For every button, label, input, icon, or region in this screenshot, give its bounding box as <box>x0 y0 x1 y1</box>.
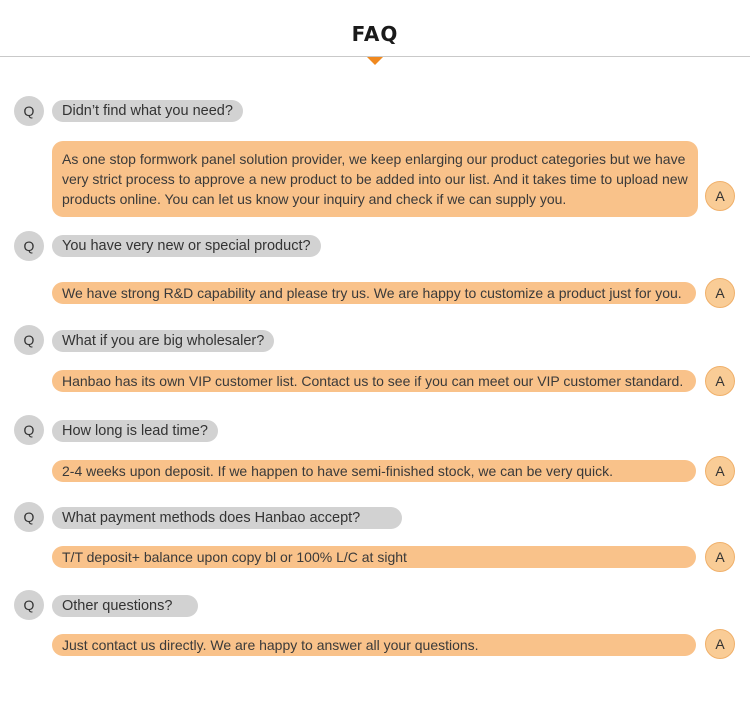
answer-5: T/T deposit+ balance upon copy bl or 100% L/C at sight <box>52 546 696 568</box>
answer-marker-1: A <box>705 181 735 211</box>
question-5: What payment methods does Hanbao accept? <box>52 507 402 529</box>
question-2: You have very new or special product? <box>52 235 321 257</box>
answer-4: 2-4 weeks upon deposit. If we happen to have semi-finished stock, we can be very quick. <box>52 460 696 482</box>
title-pointer-arrow-icon <box>367 57 383 65</box>
answer-3: Hanbao has its own VIP customer list. Contact us to see if you can meet our VIP customer standard. <box>52 370 696 392</box>
answer-marker-6: A <box>705 629 735 659</box>
question-4: How long is lead time? <box>52 420 218 442</box>
answer-marker-3: A <box>705 366 735 396</box>
question-marker-3: Q <box>14 325 44 355</box>
question-6: Other questions? <box>52 595 198 617</box>
answer-6: Just contact us directly. We are happy to answer all your questions. <box>52 634 696 656</box>
answer-marker-4: A <box>705 456 735 486</box>
question-marker-5: Q <box>14 502 44 532</box>
answer-marker-5: A <box>705 542 735 572</box>
question-3: What if you are big wholesaler? <box>52 330 274 352</box>
question-marker-2: Q <box>14 231 44 261</box>
question-marker-1: Q <box>14 96 44 126</box>
question-marker-6: Q <box>14 590 44 620</box>
question-1: Didn’t find what you need? <box>52 100 243 122</box>
question-marker-4: Q <box>14 415 44 445</box>
page-title: FAQ <box>351 22 399 46</box>
answer-marker-2: A <box>705 278 735 308</box>
answer-1: As one stop formwork panel solution provider, we keep enlarging our product categories but we have very strict process to approve a new product to be added into our list. And it takes time to upload new products online. You can let us know your inquiry and check if we can supply you. <box>52 141 698 217</box>
answer-2: We have strong R&D capability and please try us. We are happy to customize a product just for you. <box>52 282 696 304</box>
